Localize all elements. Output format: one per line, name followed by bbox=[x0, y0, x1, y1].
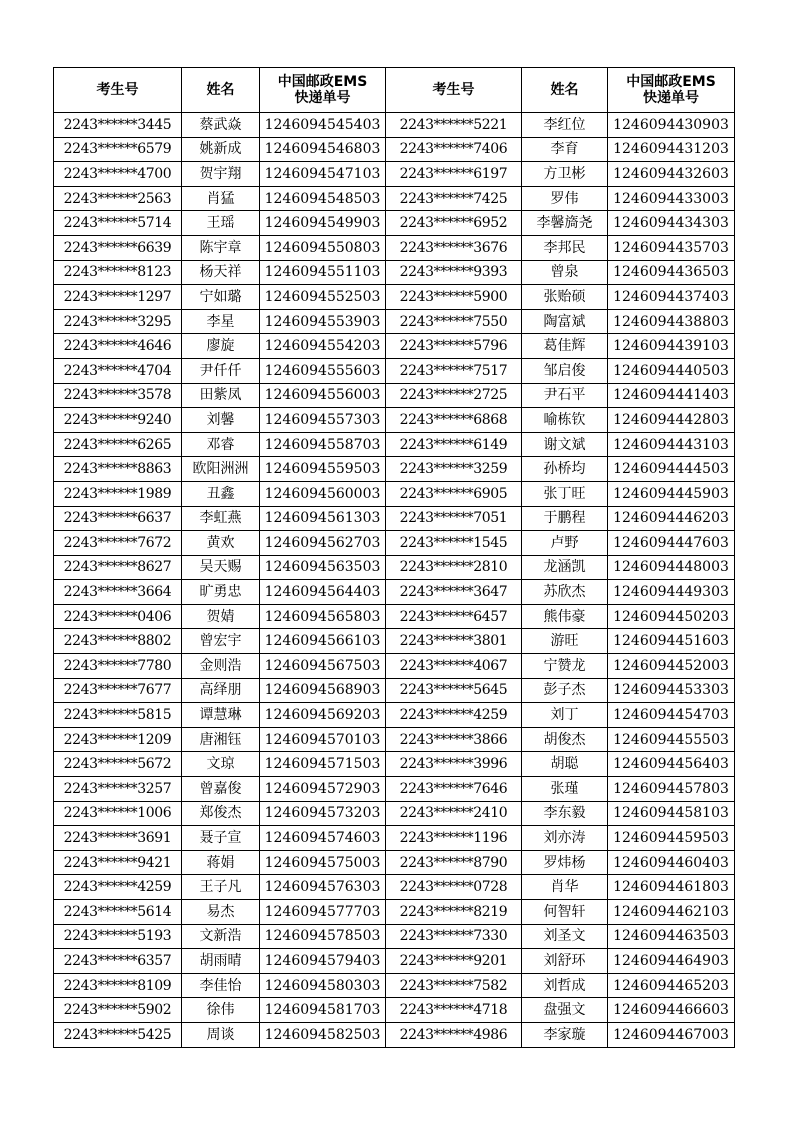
name-cell-left: 邓睿 bbox=[182, 432, 260, 457]
ems-number-cell-right: 1246094458103 bbox=[608, 801, 735, 826]
exam-id-cell-right: 2243******7646 bbox=[386, 777, 522, 802]
exam-id-cell-right: 2243******7425 bbox=[386, 186, 522, 211]
name-cell-left: 田紫凤 bbox=[182, 383, 260, 408]
name-cell-left: 丑鑫 bbox=[182, 481, 260, 506]
ems-number-cell-left: 1246094575003 bbox=[260, 850, 386, 875]
ems-number-cell-left: 1246094551103 bbox=[260, 260, 386, 285]
name-cell-left: 宁如璐 bbox=[182, 285, 260, 310]
table-row bbox=[54, 555, 735, 580]
table-row bbox=[54, 211, 735, 236]
ems-number-cell-right: 1246094467003 bbox=[608, 1022, 735, 1047]
name-cell-right: 张贻硕 bbox=[522, 285, 608, 310]
ems-number-cell-right: 1246094463503 bbox=[608, 924, 735, 949]
exam-id-cell-left: 2243******5672 bbox=[54, 752, 182, 777]
name-cell-right: 谢文斌 bbox=[522, 432, 608, 457]
exam-id-cell-right: 2243******3259 bbox=[386, 457, 522, 482]
name-cell-left: 李佳怡 bbox=[182, 973, 260, 998]
table-row bbox=[54, 727, 735, 752]
ems-number-cell-left: 1246094566103 bbox=[260, 629, 386, 654]
ems-number-cell-left: 1246094582503 bbox=[260, 1022, 386, 1047]
table-row bbox=[54, 383, 735, 408]
exam-id-cell-right: 2243******4718 bbox=[386, 998, 522, 1023]
name-cell-right: 刘亦涛 bbox=[522, 826, 608, 851]
ems-number-cell-right: 1246094447603 bbox=[608, 531, 735, 556]
ems-number-cell-right: 1246094449303 bbox=[608, 580, 735, 605]
exam-id-cell-right: 2243******6868 bbox=[386, 408, 522, 433]
exam-id-cell-left: 2243******8627 bbox=[54, 555, 182, 580]
exam-id-cell-right: 2243******2810 bbox=[386, 555, 522, 580]
exam-id-cell-right: 2243******4986 bbox=[386, 1022, 522, 1047]
exam-id-cell-left: 2243******5193 bbox=[54, 924, 182, 949]
table-row bbox=[54, 875, 735, 900]
name-cell-left: 旷勇忠 bbox=[182, 580, 260, 605]
name-cell-right: 宁赞龙 bbox=[522, 654, 608, 679]
exam-id-cell-left: 2243******5815 bbox=[54, 703, 182, 728]
name-cell-right: 喻栋钦 bbox=[522, 408, 608, 433]
name-cell-right: 肖华 bbox=[522, 875, 608, 900]
table-body bbox=[54, 113, 735, 1048]
name-cell-right: 胡俊杰 bbox=[522, 727, 608, 752]
name-cell-left: 尹仟仟 bbox=[182, 358, 260, 383]
exam-id-cell-right: 2243******8219 bbox=[386, 900, 522, 925]
name-cell-right: 孙桥均 bbox=[522, 457, 608, 482]
ems-number-cell-right: 1246094453303 bbox=[608, 678, 735, 703]
col-header-ems-line2: 快递单号 bbox=[643, 90, 699, 106]
ems-number-cell-left: 1246094559503 bbox=[260, 457, 386, 482]
name-cell-left: 易杰 bbox=[182, 900, 260, 925]
name-cell-right: 龙涵凯 bbox=[522, 555, 608, 580]
ems-number-cell-right: 1246094452003 bbox=[608, 654, 735, 679]
exam-id-cell-left: 2243******4259 bbox=[54, 875, 182, 900]
name-cell-right: 陶富斌 bbox=[522, 309, 608, 334]
table-row bbox=[54, 432, 735, 457]
name-cell-left: 曾宏宇 bbox=[182, 629, 260, 654]
name-cell-right: 李家璇 bbox=[522, 1022, 608, 1047]
name-cell-left: 李虹燕 bbox=[182, 506, 260, 531]
exam-id-cell-left: 2243******5714 bbox=[54, 211, 182, 236]
ems-number-cell-left: 1246094573203 bbox=[260, 801, 386, 826]
table-row bbox=[54, 998, 735, 1023]
table-row bbox=[54, 703, 735, 728]
ems-number-cell-right: 1246094437403 bbox=[608, 285, 735, 310]
exam-id-cell-left: 2243******8123 bbox=[54, 260, 182, 285]
table-row bbox=[54, 235, 735, 260]
name-cell-right: 尹石平 bbox=[522, 383, 608, 408]
name-cell-left: 陈宇章 bbox=[182, 235, 260, 260]
ems-number-cell-right: 1246094464903 bbox=[608, 949, 735, 974]
name-cell-left: 文琼 bbox=[182, 752, 260, 777]
exam-id-cell-right: 2243******2410 bbox=[386, 801, 522, 826]
ems-number-cell-left: 1246094581703 bbox=[260, 998, 386, 1023]
ems-number-cell-left: 1246094577703 bbox=[260, 900, 386, 925]
ems-number-cell-right: 1246094441403 bbox=[608, 383, 735, 408]
exam-id-cell-right: 2243******8790 bbox=[386, 850, 522, 875]
exam-id-cell-right: 2243******7406 bbox=[386, 137, 522, 162]
ems-number-cell-left: 1246094565803 bbox=[260, 604, 386, 629]
ems-number-cell-right: 1246094459503 bbox=[608, 826, 735, 851]
ems-number-cell-right: 1246094454703 bbox=[608, 703, 735, 728]
name-cell-left: 郑俊杰 bbox=[182, 801, 260, 826]
table-row bbox=[54, 506, 735, 531]
exam-id-cell-right: 2243******9393 bbox=[386, 260, 522, 285]
ems-number-cell-left: 1246094546803 bbox=[260, 137, 386, 162]
name-cell-left: 肖猛 bbox=[182, 186, 260, 211]
name-cell-right: 彭子杰 bbox=[522, 678, 608, 703]
name-cell-left: 王子凡 bbox=[182, 875, 260, 900]
exam-id-cell-right: 2243******6952 bbox=[386, 211, 522, 236]
name-cell-left: 姚新成 bbox=[182, 137, 260, 162]
name-cell-right: 方卫彬 bbox=[522, 162, 608, 187]
name-cell-right: 刘哲成 bbox=[522, 973, 608, 998]
name-cell-left: 杨天祥 bbox=[182, 260, 260, 285]
exam-id-cell-left: 2243******8802 bbox=[54, 629, 182, 654]
name-cell-left: 文新浩 bbox=[182, 924, 260, 949]
ems-number-cell-left: 1246094580303 bbox=[260, 973, 386, 998]
name-cell-left: 蒋娟 bbox=[182, 850, 260, 875]
table-row bbox=[54, 801, 735, 826]
name-cell-left: 曾嘉俊 bbox=[182, 777, 260, 802]
name-cell-right: 罗炜杨 bbox=[522, 850, 608, 875]
ems-number-cell-left: 1246094561303 bbox=[260, 506, 386, 531]
exam-id-cell-left: 2243******3578 bbox=[54, 383, 182, 408]
name-cell-right: 刘丁 bbox=[522, 703, 608, 728]
table-row bbox=[54, 408, 735, 433]
exam-id-cell-right: 2243******6457 bbox=[386, 604, 522, 629]
ems-number-cell-right: 1246094461803 bbox=[608, 875, 735, 900]
ems-number-cell-right: 1246094431203 bbox=[608, 137, 735, 162]
name-cell-right: 邹启俊 bbox=[522, 358, 608, 383]
name-cell-left: 谭慧琳 bbox=[182, 703, 260, 728]
name-cell-right: 于鹏程 bbox=[522, 506, 608, 531]
name-cell-right: 张丁旺 bbox=[522, 481, 608, 506]
ems-number-cell-left: 1246094557303 bbox=[260, 408, 386, 433]
exam-id-cell-right: 2243******3866 bbox=[386, 727, 522, 752]
table-row bbox=[54, 604, 735, 629]
name-cell-left: 贺婧 bbox=[182, 604, 260, 629]
col-header-ems-right bbox=[608, 68, 735, 113]
exam-id-cell-left: 2243******1297 bbox=[54, 285, 182, 310]
name-cell-right: 李馨旖尧 bbox=[522, 211, 608, 236]
exam-id-cell-left: 2243******8863 bbox=[54, 457, 182, 482]
name-cell-left: 吴天赐 bbox=[182, 555, 260, 580]
ems-number-cell-right: 1246094456403 bbox=[608, 752, 735, 777]
name-cell-left: 欧阳洲洲 bbox=[182, 457, 260, 482]
ems-number-cell-right: 1246094433003 bbox=[608, 186, 735, 211]
ems-number-cell-right: 1246094436503 bbox=[608, 260, 735, 285]
exam-id-cell-left: 2243******1209 bbox=[54, 727, 182, 752]
table-row bbox=[54, 900, 735, 925]
name-cell-left: 聂子宣 bbox=[182, 826, 260, 851]
exam-id-cell-right: 2243******7582 bbox=[386, 973, 522, 998]
ems-number-cell-left: 1246094571503 bbox=[260, 752, 386, 777]
exam-id-cell-left: 2243******6357 bbox=[54, 949, 182, 974]
name-cell-right: 胡聪 bbox=[522, 752, 608, 777]
exam-id-cell-right: 2243******5796 bbox=[386, 334, 522, 359]
ems-number-cell-left: 1246094563503 bbox=[260, 555, 386, 580]
exam-id-cell-right: 2243******5221 bbox=[386, 113, 522, 138]
ems-number-cell-right: 1246094438803 bbox=[608, 309, 735, 334]
name-cell-right: 苏欣杰 bbox=[522, 580, 608, 605]
exam-id-cell-right: 2243******7517 bbox=[386, 358, 522, 383]
name-cell-left: 李星 bbox=[182, 309, 260, 334]
exam-id-cell-left: 2243******1989 bbox=[54, 481, 182, 506]
exam-id-cell-left: 2243******7672 bbox=[54, 531, 182, 556]
ems-number-cell-right: 1246094430903 bbox=[608, 113, 735, 138]
name-cell-right: 刘舒环 bbox=[522, 949, 608, 974]
name-cell-right: 李东毅 bbox=[522, 801, 608, 826]
name-cell-left: 金则浩 bbox=[182, 654, 260, 679]
col-header-name-left: 姓名 bbox=[182, 68, 260, 113]
table-row bbox=[54, 457, 735, 482]
table-row bbox=[54, 113, 735, 138]
ems-number-cell-right: 1246094442803 bbox=[608, 408, 735, 433]
table-row bbox=[54, 358, 735, 383]
exam-id-cell-right: 2243******6197 bbox=[386, 162, 522, 187]
ems-number-cell-left: 1246094574603 bbox=[260, 826, 386, 851]
ems-number-cell-right: 1246094440503 bbox=[608, 358, 735, 383]
col-header-ems-line2: 快递单号 bbox=[294, 90, 351, 106]
name-cell-left: 胡雨晴 bbox=[182, 949, 260, 974]
ems-number-cell-left: 1246094553903 bbox=[260, 309, 386, 334]
table-row bbox=[54, 481, 735, 506]
exam-id-cell-right: 2243******3647 bbox=[386, 580, 522, 605]
ems-number-cell-right: 1246094432603 bbox=[608, 162, 735, 187]
ems-number-cell-left: 1246094567503 bbox=[260, 654, 386, 679]
ems-number-cell-left: 1246094564403 bbox=[260, 580, 386, 605]
exam-id-cell-right: 2243******5900 bbox=[386, 285, 522, 310]
exam-id-cell-left: 2243******6637 bbox=[54, 506, 182, 531]
ems-number-cell-right: 1246094446203 bbox=[608, 506, 735, 531]
name-cell-right: 游旺 bbox=[522, 629, 608, 654]
table-row bbox=[54, 949, 735, 974]
exam-id-cell-left: 2243******5425 bbox=[54, 1022, 182, 1047]
ems-number-cell-left: 1246094560003 bbox=[260, 481, 386, 506]
exam-id-cell-right: 2243******6149 bbox=[386, 432, 522, 457]
exam-id-cell-right: 2243******4067 bbox=[386, 654, 522, 679]
name-cell-left: 蔡武焱 bbox=[182, 113, 260, 138]
name-cell-right: 葛佳辉 bbox=[522, 334, 608, 359]
ems-number-cell-right: 1246094439103 bbox=[608, 334, 735, 359]
exam-id-cell-right: 2243******3676 bbox=[386, 235, 522, 260]
table-row bbox=[54, 973, 735, 998]
exam-id-cell-right: 2243******0728 bbox=[386, 875, 522, 900]
table-row bbox=[54, 309, 735, 334]
ems-number-cell-left: 1246094576303 bbox=[260, 875, 386, 900]
table-row bbox=[54, 678, 735, 703]
exam-id-cell-right: 2243******6905 bbox=[386, 481, 522, 506]
name-cell-right: 曾泉 bbox=[522, 260, 608, 285]
exam-id-cell-left: 2243******4646 bbox=[54, 334, 182, 359]
ems-number-cell-left: 1246094554203 bbox=[260, 334, 386, 359]
col-header-ems-line1: 中国邮政EMS bbox=[626, 74, 716, 90]
name-cell-left: 王瑶 bbox=[182, 211, 260, 236]
col-header-ems-line1: 中国邮政EMS bbox=[277, 74, 368, 90]
exam-id-cell-right: 2243******5645 bbox=[386, 678, 522, 703]
exam-id-cell-left: 2243******3257 bbox=[54, 777, 182, 802]
table-row bbox=[54, 260, 735, 285]
name-cell-left: 廖旋 bbox=[182, 334, 260, 359]
ems-number-cell-left: 1246094558703 bbox=[260, 432, 386, 457]
ems-number-cell-right: 1246094448003 bbox=[608, 555, 735, 580]
exam-id-cell-left: 2243******3691 bbox=[54, 826, 182, 851]
name-cell-left: 高绎朋 bbox=[182, 678, 260, 703]
table-row bbox=[54, 186, 735, 211]
ems-number-cell-left: 1246094570103 bbox=[260, 727, 386, 752]
ems-number-cell-left: 1246094555603 bbox=[260, 358, 386, 383]
ems-number-cell-left: 1246094578503 bbox=[260, 924, 386, 949]
name-cell-left: 唐湘钰 bbox=[182, 727, 260, 752]
ems-number-cell-left: 1246094569203 bbox=[260, 703, 386, 728]
name-cell-right: 张瑾 bbox=[522, 777, 608, 802]
name-cell-right: 卢野 bbox=[522, 531, 608, 556]
table-row bbox=[54, 654, 735, 679]
name-cell-right: 何智轩 bbox=[522, 900, 608, 925]
col-header-id-right: 考生号 bbox=[386, 68, 522, 113]
ems-number-cell-right: 1246094455503 bbox=[608, 727, 735, 752]
table-row bbox=[54, 1022, 735, 1047]
exam-id-cell-left: 2243******8109 bbox=[54, 973, 182, 998]
exam-id-cell-left: 2243******7677 bbox=[54, 678, 182, 703]
col-header-ems-left bbox=[260, 68, 386, 113]
name-cell-right: 熊伟豪 bbox=[522, 604, 608, 629]
table-row bbox=[54, 580, 735, 605]
ems-number-cell-right: 1246094435703 bbox=[608, 235, 735, 260]
ems-number-cell-right: 1246094466603 bbox=[608, 998, 735, 1023]
exam-id-cell-right: 2243******3996 bbox=[386, 752, 522, 777]
ems-number-cell-right: 1246094462103 bbox=[608, 900, 735, 925]
exam-id-cell-right: 2243******2725 bbox=[386, 383, 522, 408]
table-row bbox=[54, 629, 735, 654]
name-cell-right: 李红位 bbox=[522, 113, 608, 138]
ems-number-cell-left: 1246094572903 bbox=[260, 777, 386, 802]
ems-number-cell-left: 1246094552503 bbox=[260, 285, 386, 310]
exam-id-cell-left: 2243******6579 bbox=[54, 137, 182, 162]
exam-id-cell-right: 2243******9201 bbox=[386, 949, 522, 974]
ems-number-cell-left: 1246094568903 bbox=[260, 678, 386, 703]
name-cell-left: 徐伟 bbox=[182, 998, 260, 1023]
table-row bbox=[54, 162, 735, 187]
exam-id-cell-left: 2243******6265 bbox=[54, 432, 182, 457]
name-cell-left: 周谈 bbox=[182, 1022, 260, 1047]
ems-number-cell-right: 1246094465203 bbox=[608, 973, 735, 998]
table-row bbox=[54, 752, 735, 777]
table-row bbox=[54, 285, 735, 310]
ems-number-cell-right: 1246094445903 bbox=[608, 481, 735, 506]
exam-id-cell-left: 2243******1006 bbox=[54, 801, 182, 826]
exam-id-cell-left: 2243******5902 bbox=[54, 998, 182, 1023]
ems-number-cell-left: 1246094548503 bbox=[260, 186, 386, 211]
name-cell-left: 贺宇翔 bbox=[182, 162, 260, 187]
name-cell-left: 刘馨 bbox=[182, 408, 260, 433]
exam-id-cell-left: 2243******9240 bbox=[54, 408, 182, 433]
ems-number-cell-left: 1246094579403 bbox=[260, 949, 386, 974]
ems-number-cell-right: 1246094450203 bbox=[608, 604, 735, 629]
table-row bbox=[54, 924, 735, 949]
table-row bbox=[54, 137, 735, 162]
exam-id-cell-left: 2243******7780 bbox=[54, 654, 182, 679]
delivery-table bbox=[53, 67, 735, 1048]
exam-id-cell-left: 2243******3295 bbox=[54, 309, 182, 334]
name-cell-left: 黄欢 bbox=[182, 531, 260, 556]
name-cell-right: 罗伟 bbox=[522, 186, 608, 211]
exam-id-cell-right: 2243******7550 bbox=[386, 309, 522, 334]
col-header-id-left: 考生号 bbox=[54, 68, 182, 113]
ems-number-cell-right: 1246094457803 bbox=[608, 777, 735, 802]
exam-id-cell-right: 2243******1545 bbox=[386, 531, 522, 556]
ems-number-cell-right: 1246094460403 bbox=[608, 850, 735, 875]
col-header-name-right: 姓名 bbox=[522, 68, 608, 113]
table-row bbox=[54, 531, 735, 556]
name-cell-right: 李邦民 bbox=[522, 235, 608, 260]
name-cell-right: 盘强文 bbox=[522, 998, 608, 1023]
table-row bbox=[54, 334, 735, 359]
exam-id-cell-right: 2243******3801 bbox=[386, 629, 522, 654]
exam-id-cell-left: 2243******2563 bbox=[54, 186, 182, 211]
exam-id-cell-left: 2243******3664 bbox=[54, 580, 182, 605]
exam-id-cell-right: 2243******1196 bbox=[386, 826, 522, 851]
exam-id-cell-left: 2243******6639 bbox=[54, 235, 182, 260]
header-row bbox=[54, 68, 735, 113]
exam-id-cell-left: 2243******5614 bbox=[54, 900, 182, 925]
exam-id-cell-left: 2243******0406 bbox=[54, 604, 182, 629]
exam-id-cell-right: 2243******7051 bbox=[386, 506, 522, 531]
table-row bbox=[54, 777, 735, 802]
ems-number-cell-left: 1246094550803 bbox=[260, 235, 386, 260]
table-row bbox=[54, 826, 735, 851]
ems-number-cell-left: 1246094545403 bbox=[260, 113, 386, 138]
ems-number-cell-right: 1246094443103 bbox=[608, 432, 735, 457]
ems-number-cell-left: 1246094562703 bbox=[260, 531, 386, 556]
exam-id-cell-left: 2243******3445 bbox=[54, 113, 182, 138]
table-row bbox=[54, 850, 735, 875]
ems-number-cell-left: 1246094547103 bbox=[260, 162, 386, 187]
ems-number-cell-left: 1246094556003 bbox=[260, 383, 386, 408]
exam-id-cell-left: 2243******9421 bbox=[54, 850, 182, 875]
exam-id-cell-right: 2243******4259 bbox=[386, 703, 522, 728]
name-cell-right: 刘圣文 bbox=[522, 924, 608, 949]
name-cell-right: 李育 bbox=[522, 137, 608, 162]
ems-number-cell-right: 1246094434303 bbox=[608, 211, 735, 236]
ems-number-cell-right: 1246094444503 bbox=[608, 457, 735, 482]
ems-number-cell-left: 1246094549903 bbox=[260, 211, 386, 236]
exam-id-cell-right: 2243******7330 bbox=[386, 924, 522, 949]
exam-id-cell-left: 2243******4704 bbox=[54, 358, 182, 383]
ems-number-cell-right: 1246094451603 bbox=[608, 629, 735, 654]
exam-id-cell-left: 2243******4700 bbox=[54, 162, 182, 187]
